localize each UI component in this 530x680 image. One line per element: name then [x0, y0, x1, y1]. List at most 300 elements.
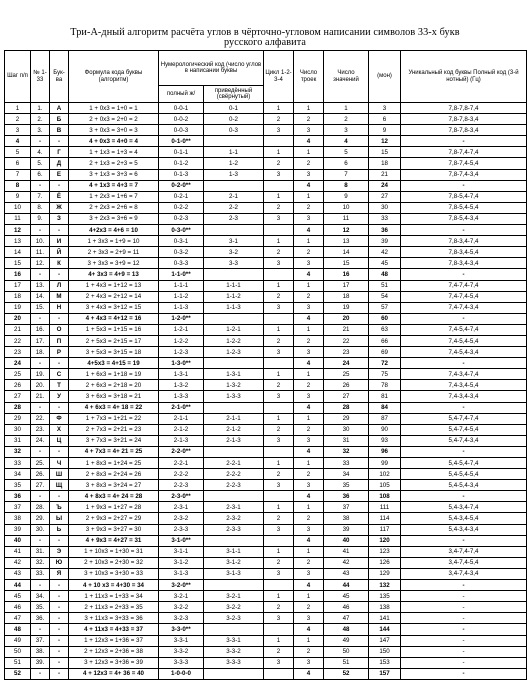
cell-mon: 93 — [369, 435, 401, 446]
cell-letter-number: 12. — [31, 258, 50, 269]
cell-letter-number: 1. — [31, 103, 50, 114]
cell-step: 10 — [5, 202, 31, 213]
cell-mon: 72 — [369, 358, 401, 369]
header-unique-code: Уникальный код буквы Полный код (3-й нотный) (Гц) — [401, 51, 527, 103]
cell-full-code: 0-2-0** — [159, 180, 204, 191]
cell-triples: 4 — [294, 446, 324, 457]
table-row — [5, 291, 527, 302]
algorithm-table — [4, 50, 527, 680]
header-formula: Формула кода буквы (алгоритм) — [69, 51, 159, 103]
cell-full-code: 2-2-1 — [159, 458, 204, 469]
cell-reduced-code — [204, 225, 264, 236]
cell-full-code: 2-1-0** — [159, 402, 204, 413]
cell-letter: Б — [50, 114, 69, 125]
cell-mon: 123 — [369, 546, 401, 557]
cell-mon: 6 — [369, 114, 401, 125]
cell-step: 16 — [5, 269, 31, 280]
cell-unique-code: 5,4-3,4-5,4 — [401, 513, 527, 524]
cell-step: 27 — [5, 391, 31, 402]
cell-cycle: 2 — [264, 202, 294, 213]
table-row — [5, 347, 527, 358]
cell-reduced-code: 3-3-1 — [204, 635, 264, 646]
cell-letter-number: - — [31, 580, 50, 591]
cell-unique-code: - — [401, 535, 527, 546]
cell-unique-code: 7,8-5,4-3,4 — [401, 213, 527, 224]
cell-letter: - — [50, 446, 69, 457]
cell-mon: 153 — [369, 657, 401, 668]
cell-triples: 4 — [294, 668, 324, 679]
cell-step: 12 — [5, 225, 31, 236]
cell-triples: 4 — [294, 269, 324, 280]
cell-mon: 144 — [369, 624, 401, 635]
cell-cycle — [264, 624, 294, 635]
cell-triples: 2 — [294, 557, 324, 568]
cell-formula: 3 + 8x3 = 3+24 = 27 — [69, 480, 159, 491]
cell-triples: 4 — [294, 180, 324, 191]
cell-values-count: 50 — [324, 646, 369, 657]
cell-letter-number: 3. — [31, 125, 50, 136]
cell-values-count: 17 — [324, 280, 369, 291]
cell-letter-number: - — [31, 535, 50, 546]
table-row — [5, 169, 527, 180]
cell-values-count: 13 — [324, 236, 369, 247]
table-row-separator — [5, 358, 527, 369]
cell-reduced-code: 2-3-2 — [204, 513, 264, 524]
header-full: полный ж/ — [159, 86, 204, 103]
cell-reduced-code: 1-1-3 — [204, 302, 264, 313]
cell-letter: Л — [50, 280, 69, 291]
cell-unique-code: 3,4-7,4-5,4 — [401, 557, 527, 568]
cell-values-count: 48 — [324, 624, 369, 635]
cell-mon: 24 — [369, 180, 401, 191]
cell-letter: - — [50, 635, 69, 646]
cell-formula: 4 + 12x3 = 4+ 36 = 40 — [69, 668, 159, 679]
cell-mon: 84 — [369, 402, 401, 413]
cell-letter-number: 16. — [31, 324, 50, 335]
cell-letter-number: - — [31, 624, 50, 635]
cell-letter: - — [50, 591, 69, 602]
cell-mon: 9 — [369, 125, 401, 136]
cell-letter-number: 11. — [31, 247, 50, 258]
cell-formula: 4 + 10 x3 = 4+30 = 34 — [69, 580, 159, 591]
table-row — [5, 114, 527, 125]
table-row — [5, 380, 527, 391]
cell-unique-code: 7,4-5,4-7,4 — [401, 324, 527, 335]
cell-letter: З — [50, 213, 69, 224]
cell-values-count: 52 — [324, 668, 369, 679]
cell-step: 46 — [5, 602, 31, 613]
cell-step: 49 — [5, 635, 31, 646]
cell-reduced-code: 3-1-3 — [204, 568, 264, 579]
cell-values-count: 4 — [324, 136, 369, 147]
cell-mon: 48 — [369, 269, 401, 280]
cell-full-code: 0-3-0** — [159, 225, 204, 236]
cell-unique-code: 3,4-7,4-7,4 — [401, 546, 527, 557]
table-row — [5, 335, 527, 346]
table-row — [5, 502, 527, 513]
cell-reduced-code: 2-2-2 — [204, 469, 264, 480]
cell-triples: 4 — [294, 580, 324, 591]
cell-values-count: 41 — [324, 546, 369, 557]
cell-mon: 81 — [369, 391, 401, 402]
cell-letter-number: 22. — [31, 413, 50, 424]
cell-unique-code: - — [401, 657, 527, 668]
cell-cycle: 1 — [264, 324, 294, 335]
table-row — [5, 568, 527, 579]
cell-letter-number: 10. — [31, 236, 50, 247]
cell-triples: 2 — [294, 114, 324, 125]
cell-reduced-code: 2-1-2 — [204, 424, 264, 435]
cell-values-count: 39 — [324, 524, 369, 535]
cell-triples: 3 — [294, 435, 324, 446]
cell-reduced-code: 1-2-2 — [204, 335, 264, 346]
table-row-separator — [5, 446, 527, 457]
cell-unique-code: 7,4-5,4-3,4 — [401, 347, 527, 358]
table-row — [5, 125, 527, 136]
cell-step: 23 — [5, 347, 31, 358]
table-row — [5, 369, 527, 380]
cell-letter: Э — [50, 546, 69, 557]
cell-triples: 3 — [294, 568, 324, 579]
cell-mon: 102 — [369, 469, 401, 480]
cell-reduced-code: 2-1-1 — [204, 413, 264, 424]
cell-unique-code: 7,8-7,4-5,4 — [401, 158, 527, 169]
cell-values-count: 34 — [324, 469, 369, 480]
header-letter: Бук- ва — [50, 51, 69, 103]
cell-letter-number: 15. — [31, 302, 50, 313]
cell-full-code: 1-3-2 — [159, 380, 204, 391]
cell-formula: 1 + 2x3 = 1+6 = 7 — [69, 191, 159, 202]
table-row — [5, 591, 527, 602]
cell-formula: 2 + 7x3 = 2+21 = 23 — [69, 424, 159, 435]
cell-triples: 3 — [294, 657, 324, 668]
cell-reduced-code: 0-1 — [204, 103, 264, 114]
cell-step: 29 — [5, 413, 31, 424]
cell-unique-code: 7,8-3,4-3,4 — [401, 258, 527, 269]
cell-formula: 3 + 3x3 = 3+9 = 12 — [69, 258, 159, 269]
cell-values-count: 43 — [324, 568, 369, 579]
cell-step: 35 — [5, 480, 31, 491]
cell-values-count: 29 — [324, 413, 369, 424]
cell-letter: - — [50, 402, 69, 413]
table-row-separator — [5, 668, 527, 679]
cell-letter: М — [50, 291, 69, 302]
document-title — [4, 28, 526, 48]
cell-letter: О — [50, 324, 69, 335]
cell-full-code: 0-1-0** — [159, 136, 204, 147]
cell-mon: 99 — [369, 458, 401, 469]
cell-triples: 3 — [294, 302, 324, 313]
cell-values-count: 6 — [324, 158, 369, 169]
cell-formula: 2 + 6x3 = 2+18 = 20 — [69, 380, 159, 391]
cell-formula: 2 + 10x3 = 2+30 = 32 — [69, 557, 159, 568]
cell-cycle: 1 — [264, 369, 294, 380]
cell-values-count: 18 — [324, 291, 369, 302]
cell-cycle: 1 — [264, 635, 294, 646]
cell-unique-code: - — [401, 646, 527, 657]
header-rows: Число троек — [294, 51, 324, 103]
cell-full-code: 3-2-0** — [159, 580, 204, 591]
cell-reduced-code: 3-3-3 — [204, 657, 264, 668]
cell-step: 32 — [5, 446, 31, 457]
cell-letter: - — [50, 225, 69, 236]
cell-values-count: 30 — [324, 424, 369, 435]
cell-unique-code: 5,4-3,4-7,4 — [401, 502, 527, 513]
cell-cycle: 3 — [264, 347, 294, 358]
cell-values-count: 27 — [324, 391, 369, 402]
cell-mon: 150 — [369, 646, 401, 657]
cell-reduced-code: 1-1 — [204, 147, 264, 158]
cell-unique-code: 7,8-7,4-7,4 — [401, 147, 527, 158]
cell-full-code: 0-2-3 — [159, 213, 204, 224]
cell-cycle: 2 — [264, 291, 294, 302]
cell-letter-number: 28. — [31, 502, 50, 513]
cell-unique-code: - — [401, 602, 527, 613]
cell-step: 37 — [5, 502, 31, 513]
cell-full-code: 1-3-1 — [159, 369, 204, 380]
cell-step: 19 — [5, 302, 31, 313]
cell-letter-number: 32. — [31, 557, 50, 568]
cell-full-code: 2-2-3 — [159, 480, 204, 491]
cell-full-code: 0-1-2 — [159, 158, 204, 169]
cell-letter-number: 35. — [31, 602, 50, 613]
table-row — [5, 302, 527, 313]
cell-values-count: 49 — [324, 635, 369, 646]
cell-formula: 3 + 9x3 = 3+27 = 30 — [69, 524, 159, 535]
cell-letter: И — [50, 236, 69, 247]
cell-formula: 3 + 7x3 = 3+21 = 24 — [69, 435, 159, 446]
cell-triples: 2 — [294, 335, 324, 346]
cell-cycle: 3 — [264, 657, 294, 668]
cell-step: 3 — [5, 125, 31, 136]
cell-unique-code: - — [401, 313, 527, 324]
cell-reduced-code: 3-2-3 — [204, 613, 264, 624]
cell-letter-number: - — [31, 225, 50, 236]
cell-formula: 2 + 5x3 = 2+15 = 17 — [69, 335, 159, 346]
cell-letter-number: 6. — [31, 169, 50, 180]
cell-letter: Т — [50, 380, 69, 391]
cell-triples: 4 — [294, 136, 324, 147]
cell-cycle: 1 — [264, 103, 294, 114]
cell-unique-code: 7,4-3,4-3,4 — [401, 391, 527, 402]
cell-letter-number: 5. — [31, 158, 50, 169]
cell-triples: 4 — [294, 313, 324, 324]
cell-unique-code: 7,8-7,8-7,4 — [401, 103, 527, 114]
cell-letter: Р — [50, 347, 69, 358]
cell-step: 41 — [5, 546, 31, 557]
cell-unique-code: 7,8-5,4-7,4 — [401, 191, 527, 202]
cell-step: 2 — [5, 114, 31, 125]
cell-cycle: 2 — [264, 424, 294, 435]
cell-unique-code: 7,8-7,8-3,4 — [401, 125, 527, 136]
cell-reduced-code: 0-2 — [204, 114, 264, 125]
cell-unique-code: 5,4-3,4-3,4 — [401, 524, 527, 535]
cell-step: 18 — [5, 291, 31, 302]
cell-step: 40 — [5, 535, 31, 546]
cell-letter: - — [50, 136, 69, 147]
cell-mon: 57 — [369, 302, 401, 313]
cell-reduced-code — [204, 535, 264, 546]
cell-unique-code: - — [401, 180, 527, 191]
title-line-1: Три-А-дный алгоритм расчёта углов в чёрточно-угловом написании символов 33-х букв — [70, 27, 460, 38]
cell-formula: 1 + 11x3 = 1+33 = 34 — [69, 591, 159, 602]
cell-letter: Ё — [50, 191, 69, 202]
cell-mon: 12 — [369, 136, 401, 147]
cell-mon: 39 — [369, 236, 401, 247]
cell-formula: 3 + 1x3 = 3+3 = 6 — [69, 169, 159, 180]
cell-letter: Й — [50, 247, 69, 258]
table-row — [5, 435, 527, 446]
cell-cycle: 3 — [264, 391, 294, 402]
cell-full-code: 3-2-3 — [159, 613, 204, 624]
cell-unique-code: - — [401, 446, 527, 457]
cell-cycle: 3 — [264, 568, 294, 579]
cell-full-code: 2-3-1 — [159, 502, 204, 513]
cell-letter-number: 31. — [31, 546, 50, 557]
cell-letter: П — [50, 335, 69, 346]
cell-letter: - — [50, 613, 69, 624]
cell-values-count: 31 — [324, 435, 369, 446]
cell-step: 31 — [5, 435, 31, 446]
cell-triples: 3 — [294, 524, 324, 535]
cell-letter: - — [50, 580, 69, 591]
cell-letter-number: 29. — [31, 513, 50, 524]
cell-values-count: 46 — [324, 602, 369, 613]
cell-full-code: 2-3-2 — [159, 513, 204, 524]
cell-unique-code: - — [401, 402, 527, 413]
cell-step: 39 — [5, 524, 31, 535]
cell-letter-number: - — [31, 313, 50, 324]
cell-triples: 3 — [294, 258, 324, 269]
table-row-separator — [5, 269, 527, 280]
cell-letter: Ж — [50, 202, 69, 213]
cell-formula: 3 + 0x3 = 3+0 = 3 — [69, 125, 159, 136]
cell-cycle: 1 — [264, 591, 294, 602]
table-row — [5, 613, 527, 624]
cell-full-code: 3-1-0** — [159, 535, 204, 546]
cell-cycle: 1 — [264, 191, 294, 202]
table-row — [5, 458, 527, 469]
cell-step: 25 — [5, 369, 31, 380]
cell-letter: Щ — [50, 480, 69, 491]
cell-unique-code: - — [401, 358, 527, 369]
cell-letter-number: 21. — [31, 391, 50, 402]
cell-full-code: 2-1-1 — [159, 413, 204, 424]
cell-full-code: 1-2-2 — [159, 335, 204, 346]
cell-formula: 1 + 6x3 = 1+18 = 19 — [69, 369, 159, 380]
cell-mon: 105 — [369, 480, 401, 491]
cell-cycle: 1 — [264, 280, 294, 291]
cell-letter: Ц — [50, 435, 69, 446]
cell-mon: 111 — [369, 502, 401, 513]
cell-values-count: 38 — [324, 513, 369, 524]
title-line-2: русского алфавита — [223, 37, 307, 48]
header-number: № 1-33 — [31, 51, 50, 103]
table-row-separator — [5, 580, 527, 591]
cell-letter-number: 23. — [31, 424, 50, 435]
cell-values-count: 40 — [324, 535, 369, 546]
cell-values-count: 51 — [324, 657, 369, 668]
cell-cycle: 2 — [264, 335, 294, 346]
cell-formula: 2 + 1x3 = 2+3 = 5 — [69, 158, 159, 169]
cell-letter-number: 27. — [31, 480, 50, 491]
cell-cycle: 3 — [264, 302, 294, 313]
cell-letter-number: 4. — [31, 147, 50, 158]
cell-full-code: 1-2-1 — [159, 324, 204, 335]
cell-letter-number: 13. — [31, 280, 50, 291]
cell-mon: 114 — [369, 513, 401, 524]
cell-letter-number: - — [31, 358, 50, 369]
cell-letter-number: 33. — [31, 568, 50, 579]
cell-reduced-code: 3-2-1 — [204, 591, 264, 602]
cell-letter: В — [50, 125, 69, 136]
cell-cycle: 2 — [264, 158, 294, 169]
cell-triples: 2 — [294, 513, 324, 524]
cell-unique-code: 7,4-3,4-5,4 — [401, 380, 527, 391]
cell-full-code: 1-3-3 — [159, 391, 204, 402]
cell-step: 43 — [5, 568, 31, 579]
cell-full-code: 3-1-1 — [159, 546, 204, 557]
table-row — [5, 236, 527, 247]
cell-full-code: 1-3-0** — [159, 358, 204, 369]
cell-triples: 1 — [294, 369, 324, 380]
cell-cycle — [264, 446, 294, 457]
table-row — [5, 602, 527, 613]
cell-cycle: 3 — [264, 169, 294, 180]
table-row — [5, 247, 527, 258]
cell-values-count: 8 — [324, 180, 369, 191]
cell-formula: 2 + 2x3 = 2+6 = 8 — [69, 202, 159, 213]
cell-values-count: 28 — [324, 402, 369, 413]
cell-cycle: 2 — [264, 557, 294, 568]
cell-unique-code: - — [401, 624, 527, 635]
cell-cycle — [264, 402, 294, 413]
cell-letter-number: 39. — [31, 657, 50, 668]
cell-cycle — [264, 313, 294, 324]
cell-letter-number: 26. — [31, 469, 50, 480]
table-row — [5, 258, 527, 269]
cell-values-count: 44 — [324, 580, 369, 591]
cell-full-code: 1-1-3 — [159, 302, 204, 313]
cell-triples: 3 — [294, 613, 324, 624]
cell-reduced-code: 2-2-3 — [204, 480, 264, 491]
cell-unique-code: 5,4-7,4-3,4 — [401, 435, 527, 446]
cell-letter-number: 24. — [31, 435, 50, 446]
cell-letter-number: 38. — [31, 646, 50, 657]
cell-reduced-code — [204, 402, 264, 413]
table-row — [5, 546, 527, 557]
cell-triples: 3 — [294, 480, 324, 491]
cell-triples: 2 — [294, 202, 324, 213]
cell-reduced-code: 1-2-1 — [204, 324, 264, 335]
cell-full-code: 3-2-1 — [159, 591, 204, 602]
cell-full-code: 3-2-2 — [159, 602, 204, 613]
cell-triples: 1 — [294, 458, 324, 469]
cell-values-count: 9 — [324, 191, 369, 202]
cell-cycle — [264, 491, 294, 502]
table-row — [5, 391, 527, 402]
cell-full-code: 3-3-1 — [159, 635, 204, 646]
cell-mon: 54 — [369, 291, 401, 302]
header-value-unit: (мон) — [369, 51, 401, 103]
cell-mon: 21 — [369, 169, 401, 180]
cell-triples: 1 — [294, 236, 324, 247]
cell-mon: 135 — [369, 591, 401, 602]
cell-reduced-code: 2-2 — [204, 202, 264, 213]
cell-triples: 3 — [294, 169, 324, 180]
cell-mon: 45 — [369, 258, 401, 269]
cell-cycle: 1 — [264, 458, 294, 469]
